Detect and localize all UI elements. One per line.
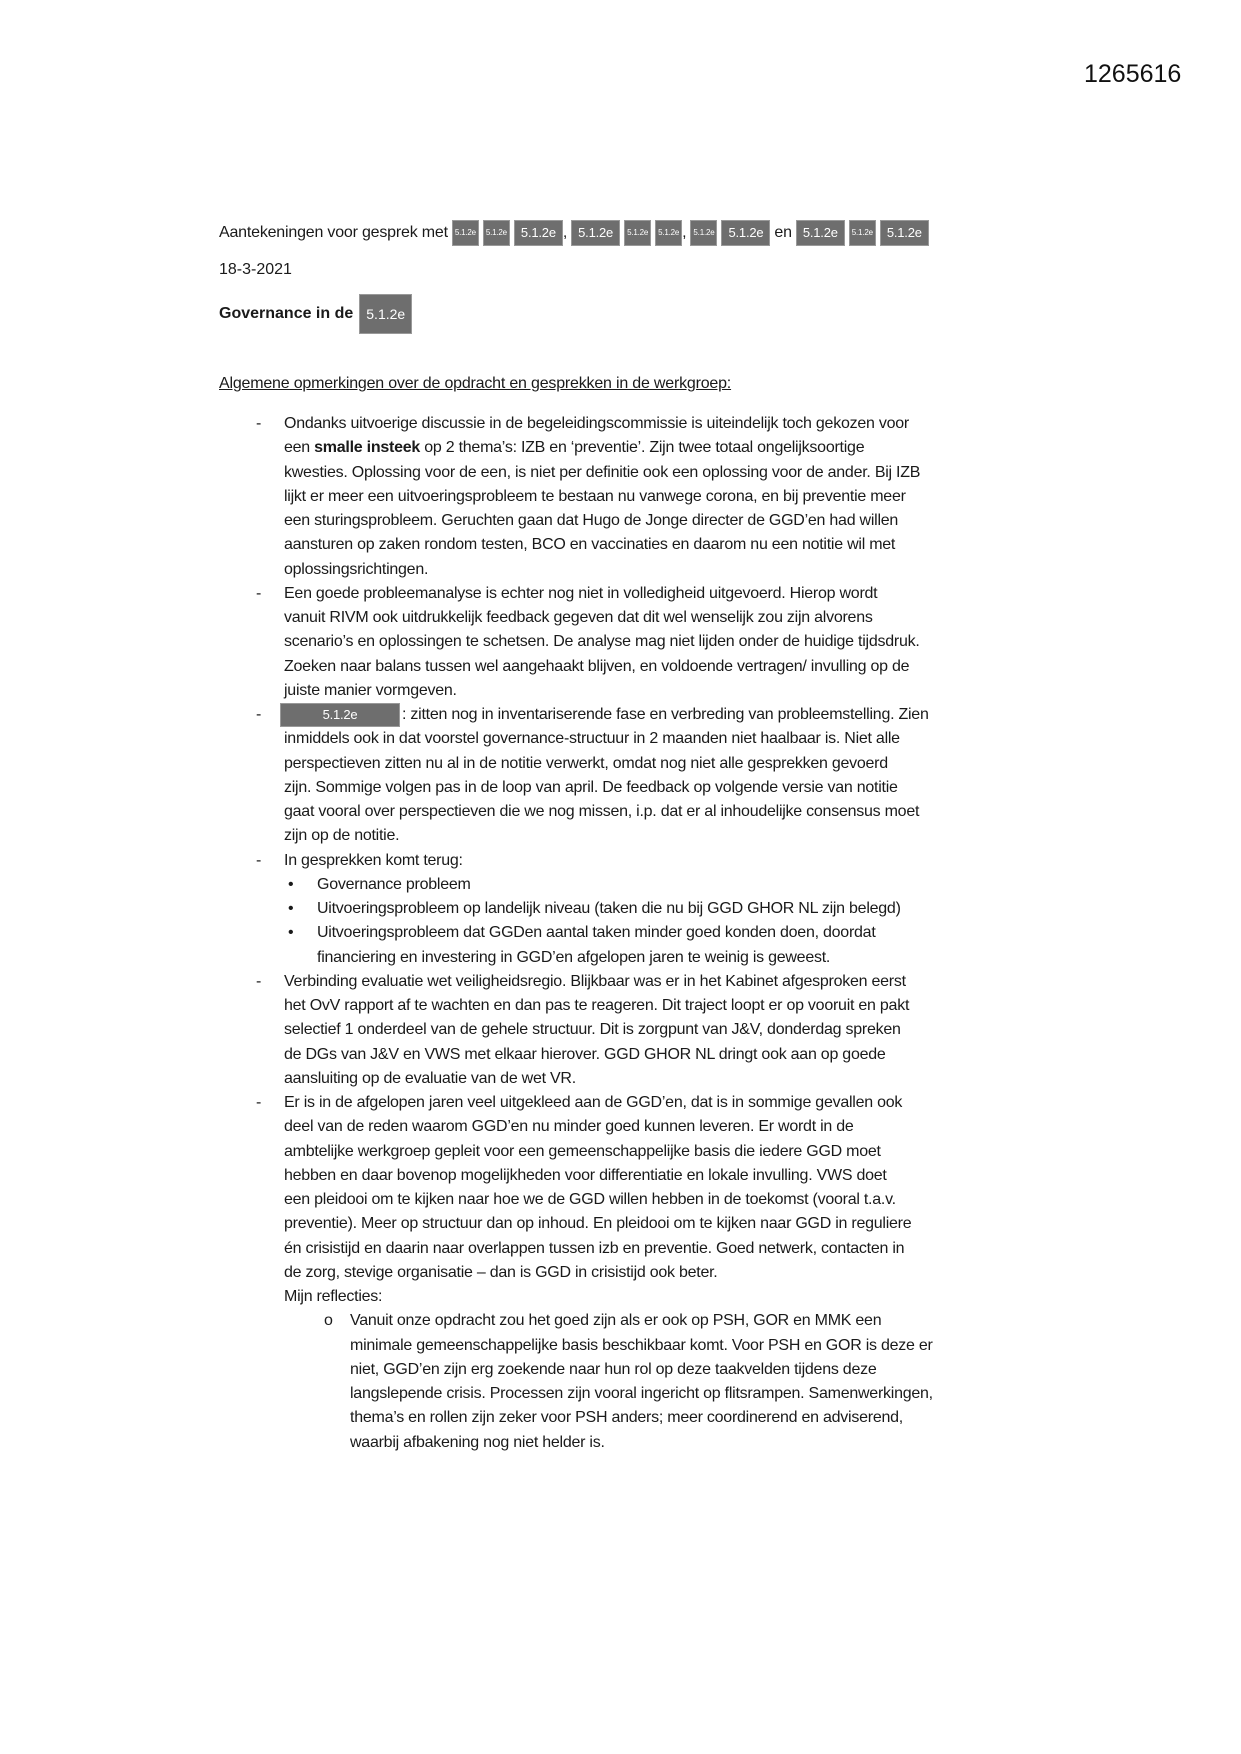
text-line: niet, GGD’en zijn erg zoekende naar hun rol op deze taakvelden tijdens deze: [350, 1360, 877, 1378]
text-line: minimale gemeenschappelijke basis beschikbaar komt. Voor PSH en GOR is deze er: [350, 1336, 933, 1354]
redaction-box: 5.1.2e: [624, 220, 651, 246]
dash-marker: -: [256, 1094, 262, 1111]
redaction-box: 5.1.2e: [721, 220, 770, 246]
text-line: Een goede probleemanalyse is echter nog niet in volledigheid uitgevoerd. Hierop wordt: [284, 584, 878, 602]
redaction-box: 5.1.2e: [280, 703, 400, 727]
text-line: gaat vooral over perspectieven die we nog missen, i.p. dat er al inhoudelijke consensus moet: [284, 803, 920, 820]
section-heading: Algemene opmerkingen over de opdracht en gesprekken in de werkgroep:: [219, 375, 732, 392]
document-title: [219, 294, 412, 334]
text-line: Mijn reflecties:: [284, 1288, 383, 1305]
text-line: lijkt er meer een uitvoeringsprobleem te bestaan nu vanwege corona, en bij preventie meer: [284, 487, 906, 505]
text-line: oplossingsrichtingen.: [284, 560, 429, 578]
text-line: Vanuit onze opdracht zou het goed zijn als er ook op PSH, GOR en MMK een: [350, 1312, 882, 1330]
document-number: 1265616: [1084, 60, 1182, 88]
redaction-box: 5.1.2e: [849, 220, 876, 246]
text-line: aansluiting op de evaluatie van de wet VR.: [284, 1069, 576, 1087]
text-line: kwesties. Oplossing voor de een, is niet per definitie ook een oplossing voor de ander. Bij IZB: [284, 463, 921, 481]
text-line: Uitvoeringsprobleem op landelijk niveau (taken die nu bij GGD GHOR NL zijn belegd): [317, 900, 901, 917]
header-separator: ,: [562, 224, 568, 241]
text-line: waarbij afbakening nog niet helder is.: [350, 1433, 605, 1451]
text-line: zijn. Sommige volgen pas in de loop van april. De feedback op volgende versie van notitie: [284, 778, 898, 796]
text-line: zijn op de notitie.: [284, 827, 400, 845]
redaction-box: 5.1.2e: [514, 220, 563, 246]
text-line: preventie). Meer op structuur dan op inhoud. En pleidooi om te kijken naar GGD in reguliere: [284, 1215, 912, 1233]
redaction-box: 5.1.2e: [571, 220, 620, 246]
text-line: ambtelijke werkgroep gepleit voor een gemeenschappelijke basis die iedere GGD moet: [284, 1142, 881, 1160]
bullet-marker: •: [288, 924, 294, 942]
text-line: Uitvoeringsprobleem dat GGDen aantal taken minder goed konden doen, doordat: [317, 924, 876, 942]
text-line: Verbinding evaluatie wet veiligheidsregio. Blijkbaar was er in het Kabinet afgesproken eerst: [284, 972, 906, 990]
text-line: het OvV rapport af te wachten en dan pas te reageren. Dit traject loopt er op vooruit en pakt: [284, 997, 910, 1014]
redaction-box: 5.1.2e: [796, 220, 845, 246]
document-date: 18-3-2021: [219, 261, 292, 278]
text-segment: een: [284, 439, 315, 457]
header-separator: en: [774, 224, 792, 241]
redaction-box: 5.1.2e: [483, 220, 510, 246]
text-line: een sturingsprobleem. Geruchten gaan dat Hugo de Jonge directer de GGD’en had willen: [284, 512, 899, 529]
text-line: In gesprekken komt terug:: [284, 851, 463, 869]
text-line: een pleidooi om te kijken naar hoe we de GGD willen hebben in de toekomst (vooral t.a.v.: [284, 1191, 896, 1208]
text-line: de DGs van J&V en VWS met elkaar hierover. GGD GHOR NL dringt ook aan op goede: [284, 1045, 886, 1063]
text-segment: op 2 thema’s: IZB en ‘preventie’. Zijn twee totaal ongelijksoortige: [420, 439, 865, 457]
header-separator: ,: [682, 224, 687, 241]
header-prefix: Aantekeningen voor gesprek met: [219, 224, 448, 241]
dash-marker: -: [256, 584, 262, 602]
text-line: Er is in de afgelopen jaren veel uitgekleed aan de GGD’en, dat is in sommige gevallen ook: [284, 1094, 903, 1111]
dash-marker: -: [256, 706, 262, 723]
redaction-box: 5.1.2e: [690, 220, 717, 246]
dash-marker: -: [256, 415, 262, 432]
text-line: Governance probleem: [317, 875, 471, 893]
text-line: thema’s en rollen zijn zeker voor PSH anders; meer coordinerend en adviserend,: [350, 1409, 903, 1427]
text-line: [284, 436, 864, 460]
text-line: selectief 1 onderdeel van de gehele structuur. Dit is zorgpunt van J&V, donderdag spreken: [284, 1021, 901, 1039]
redaction-box: 5.1.2e: [655, 220, 682, 246]
redaction-box: 5.1.2e: [880, 220, 929, 246]
text-segment: : zitten nog in inventariserende fase en verbreding van probleemstelling. Zien: [402, 706, 929, 724]
text-line: financiering en investering in GGD’en afgelopen jaren te weinig is geweest.: [317, 948, 831, 966]
text-line: Zoeken naar balans tussen wel aangehaakt blijven, en voldoende vertragen/ invulling op de: [284, 657, 910, 675]
bullet-marker: •: [288, 875, 294, 893]
text-line: de zorg, stevige organisatie – dan is GGD in crisistijd ook beter.: [284, 1263, 718, 1281]
text-line: aansturen op zaken rondom testen, BCO en vaccinaties en daarom nu een notitie wil met: [284, 536, 896, 554]
document-header: [219, 220, 929, 246]
redaction-box: 5.1.2e: [359, 294, 412, 334]
text-line: deel van de reden waarom GGD’en nu minder goed kunnen leveren. Er wordt in de: [284, 1118, 854, 1136]
text-line: langslepende crisis. Processen zijn vooral ingericht op flitsrampen. Samenwerkingen,: [350, 1385, 933, 1402]
text-line: inmiddels ook in dat voorstel governance-structuur in 2 maanden niet haalbaar is. Niet alle: [284, 730, 900, 748]
dash-marker: -: [256, 851, 262, 869]
text-line: vanuit RIVM ook uitdrukkelijk feedback gegeven dat dit wel wenselijk zou zijn alvorens: [284, 609, 873, 626]
circle-marker: o: [324, 1312, 333, 1330]
text-line: én crisistijd en daarin naar overlappen tussen izb en preventie. Goed netwerk, contacten in: [284, 1239, 905, 1257]
dash-marker: -: [256, 972, 262, 990]
text-line: Ondanks uitvoerige discussie in de begeleidingscommissie is uiteindelijk toch gekozen voor: [284, 415, 909, 432]
header-participants: [452, 220, 929, 246]
text-line: scenario’s en oplossingen te schetsen. De analyse mag niet lijden onder de huidige tijdsdruk.: [284, 633, 920, 651]
text-line: juiste manier vormgeven.: [284, 681, 457, 699]
redaction-box: 5.1.2e: [452, 220, 479, 246]
bold-text: smalle insteek: [314, 439, 421, 457]
text-line: perspectieven zitten nu al in de notitie verwerkt, omdat nog niet alle gesprekken gevoerd: [284, 754, 888, 772]
title-text: Governance in de: [219, 305, 354, 322]
text-line: [284, 703, 929, 727]
text-line: hebben en daar bovenop mogelijkheden voor differentiatie en lokale invulling. VWS doet: [284, 1166, 887, 1184]
bullet-marker: •: [288, 900, 294, 917]
